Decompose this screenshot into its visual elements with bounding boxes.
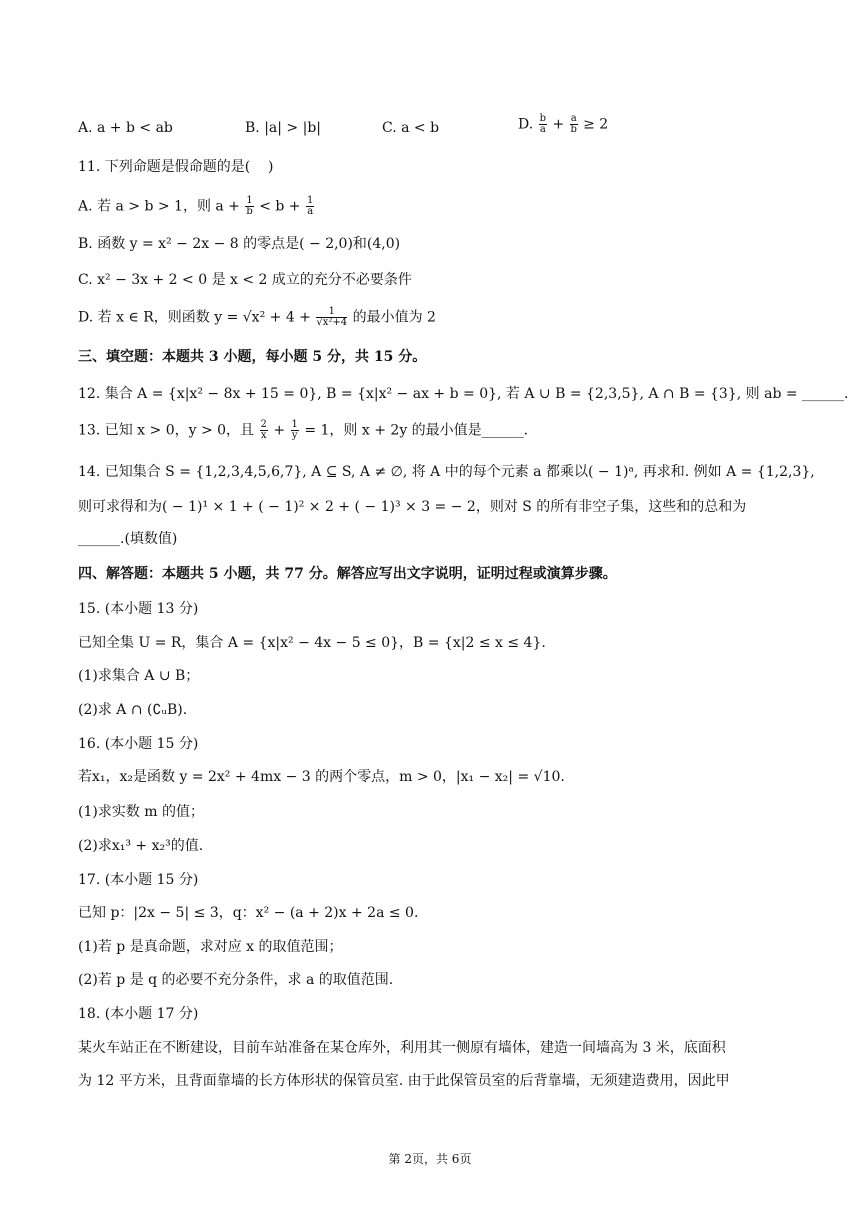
q11-stem: 11. 下列命题是假命题的是( ): [78, 159, 274, 175]
q11-d-f-num: 1: [316, 307, 347, 318]
q15-part-1: (1)求集合 A ∪ B；: [78, 668, 200, 684]
q10-options-row: [78, 113, 798, 138]
q11-a-prefix: A. 若 a > b > 1，则 a +: [78, 198, 240, 215]
q10-d-frac1-den: a: [539, 124, 546, 135]
q11-a-fraction-1: [245, 196, 253, 217]
q13-f1-den: x: [260, 430, 267, 441]
q11-a-f1-num: 1: [246, 195, 253, 206]
q18-line-2: 为 12 平方米，且背面靠墙的长方体形状的保管员室. 由于此保管员室的后背靠墙，无须建造费用，因此甲: [78, 1073, 730, 1089]
page-footer: 第 2页，共 6页: [388, 1152, 472, 1166]
q11-a-f2-den: a: [307, 206, 314, 217]
q17-part-2: (2)若 p 是 q 的必要不充分条件，求 a 的取值范围.: [78, 972, 394, 988]
q11-option-a: [78, 196, 315, 217]
q11-d-suffix: 的最小值为 2: [352, 309, 436, 326]
q10-d-fraction-1: [539, 114, 547, 135]
q12-text: 12. 集合 A = {x|x² − 8x + 15 = 0}, B = {x|x² − ax + b = 0}, 若 A ∪ B = {2,3,5}, A ∩ B = {3}, 则 ab = ______.: [78, 386, 849, 402]
q11-d-prefix: D. 若 x ∈ R，则函数 y = √x² + 4 +: [78, 309, 311, 326]
q10-d-fraction-2: [570, 114, 578, 135]
q16-part-2: (2)求x₁³ + x₂³的值.: [78, 838, 204, 854]
q10-d-plus: +: [552, 116, 565, 133]
q11-d-fraction: [316, 307, 347, 328]
q14-line-2: 则可求得和为( − 1)¹ × 1 + ( − 1)² × 2 + ( − 1)³ × 3 = − 2，则对 S 的所有非空子集，这些和的总和为: [78, 499, 747, 515]
q11-d-f-den: √x²+4: [316, 317, 348, 328]
q11-a-f1-den: b: [246, 206, 253, 217]
q10-d-frac2-den: b: [570, 124, 577, 135]
q15-stem: 已知全集 U = R，集合 A = {x|x² − 4x − 5 ≤ 0}，B = {x|2 ≤ x ≤ 4}.: [78, 635, 546, 651]
q13-f1-num: 2: [260, 419, 267, 430]
q15-title: 15. (本小题 13 分): [78, 601, 199, 617]
q18-line-1: 某火车站正在不断建设，目前车站准备在某仓库外，利用其一侧原有墙体，建造一间墙高为 3 米，底面积: [78, 1040, 726, 1056]
q11-a-mid: < b +: [259, 198, 301, 215]
q16-title: 16. (本小题 15 分): [78, 736, 199, 752]
q10-d-frac1-num: b: [539, 113, 547, 124]
q14-line-1: 14. 已知集合 S = {1,2,3,4,5,6,7}, A ⊆ S, A ≠ ∅, 将 A 中的每个元素 a 都乘以( − 1)ᵃ, 再求和. 例如 A = {1,2,3},: [78, 464, 815, 480]
q17-stem: 已知 p：|2x − 5| ≤ 3，q：x² − (a + 2)x + 2a ≤ 0.: [78, 905, 419, 921]
q13-plus: +: [273, 422, 286, 439]
q10-option-c: C. a < b: [382, 120, 440, 136]
q11-option-b: B. 函数 y = x² − 2x − 8 的零点是( − 2,0)和(4,0): [78, 236, 401, 252]
q13-f2-den: y: [291, 430, 298, 441]
q10-option-d-prefix: D.: [518, 116, 534, 133]
q13-prefix: 13. 已知 x > 0，y > 0，且: [78, 422, 255, 439]
q10-option-a: A. a + b < ab: [78, 120, 173, 136]
q11-option-c: C. x² − 3x + 2 < 0 是 x < 2 成立的充分不必要条件: [78, 272, 412, 288]
q13-fraction-1: [260, 420, 268, 441]
q15-part-2: (2)求 A ∩ (∁ᵤB).: [78, 702, 188, 718]
q13-f2-num: 1: [291, 419, 298, 430]
q10-d-frac2-num: a: [570, 113, 577, 124]
section-3-heading: 三、填空题：本题共 3 小题，每小题 5 分，共 15 分。: [78, 349, 427, 365]
q10-option-b: B. |a| > |b|: [245, 120, 321, 136]
q17-title: 17. (本小题 15 分): [78, 872, 199, 888]
q16-stem: 若x₁，x₂是函数 y = 2x² + 4mx − 3 的两个零点，m > 0，|x₁ − x₂| = √10.: [78, 769, 565, 785]
q11-option-d: [78, 307, 436, 328]
q11-a-fraction-2: [306, 196, 314, 217]
q14-line-3: ______.(填数值): [78, 531, 178, 547]
q16-part-1: (1)求实数 m 的值；: [78, 804, 205, 820]
q10-d-suffix: ≥ 2: [583, 116, 609, 133]
q11-a-f2-num: 1: [306, 195, 314, 206]
q13-fraction-2: [291, 420, 299, 441]
q13-suffix: = 1，则 x + 2y 的最小值是______.: [304, 422, 529, 439]
q18-title: 18. (本小题 17 分): [78, 1006, 199, 1022]
q13-text: [78, 420, 528, 441]
q17-part-1: (1)若 p 是真命题，求对应 x 的取值范围；: [78, 939, 343, 955]
q10-option-d: [518, 114, 608, 135]
section-4-heading: 四、解答题：本题共 5 小题，共 77 分。解答应写出文字说明，证明过程或演算步骤。: [78, 566, 617, 582]
